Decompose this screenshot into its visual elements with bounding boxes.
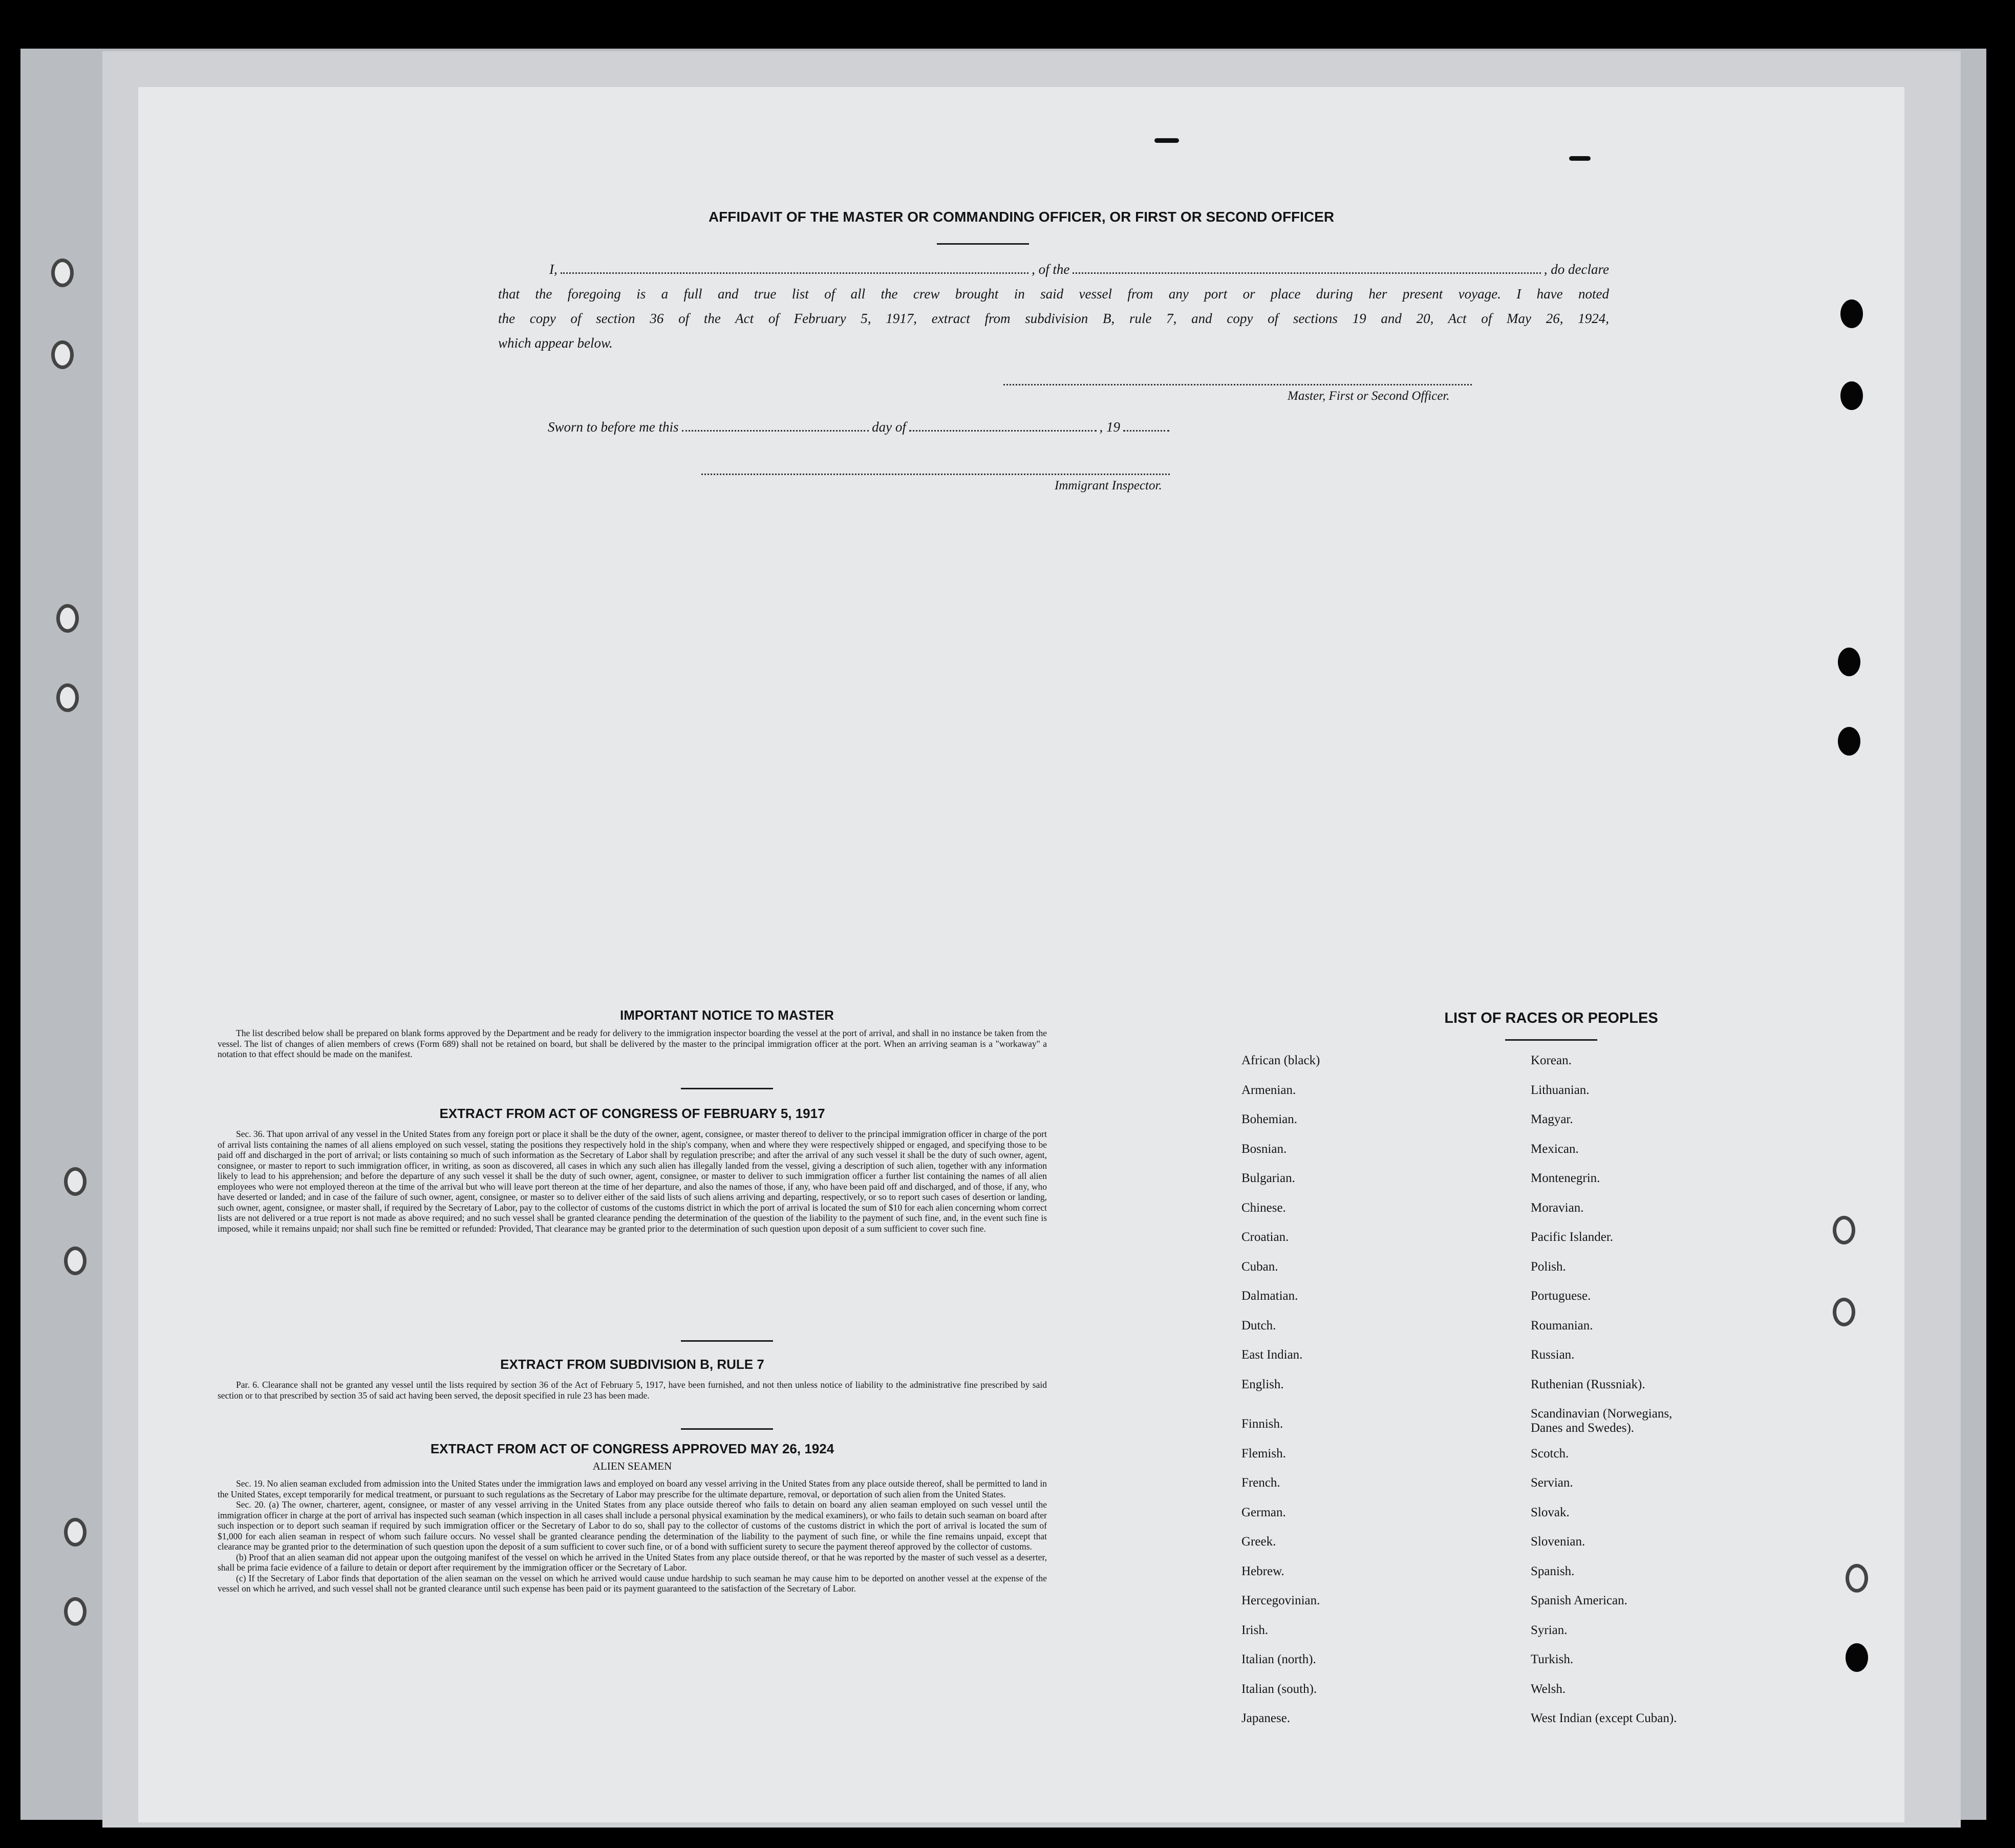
- extract-1917-text: Sec. 36. That upon arrival of any vessel in the United States from any foreign port or place it shall be the duty of the owner, agent, consignee, or master thereof to deliver to the principal immigration officer in charge of the port of arrival lists containing the names of all aliens employed on such vessel, stating the positions they respectively hold in the ship's company, when and where they were respectively shipped or engaged, and specifying those to be paid off and discharged in the port of arrival; or lists containing so much of such information as the Secretary of Labor shall by regulation prescribe; and after the arrival of any such vessel it shall be the duty of such owner, agent, consignee, or master to report to such immigration officer, in writing, as soon as discovered, all cases in which any such alien has illegally landed from the vessel, giving a description of such alien, together with any information likely to lead to his apprehension; and before the departure of any such vessel it shall be the duty of such owner, agent, consignee, or master to deliver to such immigration officer a further list containing the names of all alien employees who were not employed thereon at the time of the arrival but who will leave port thereon at the time of her departure, and also the names of those, if any, who have been paid off and discharged, and of those, if any, who have deserted or landed; and in case of the failure of such owner, agent, consignee, or master so to deliver either of the said lists of such aliens arriving and departing, respectively, or so to report such cases of desertion or landing, such owner, agent, consignee, or master shall, if required by the Secretary of Labor, pay to the collector of customs of the customs district in which the port of arrival is located the sum of $10 for each alien concerning whom correct lists are not delivered or a true report is not made as above required; and no such vessel shall be granted clearance pending the determination of the question of the liability to the payment of such fine, and, in the event such fine is imposed, while it remains unpaid; nor shall such fine be remitted or refunded: Provided, That clearance may be granted prior to the determination of such question upon deposit of a sum sufficient to cover such fine.: [218, 1129, 1047, 1234]
- sworn-line: [548, 415, 1172, 439]
- inspector-label: Immigrant Inspector.: [1055, 479, 1162, 492]
- notice-title: IMPORTANT NOTICE TO MASTER: [620, 1007, 834, 1023]
- notice-rule: [681, 1088, 773, 1089]
- subdivision-b-title: EXTRACT FROM SUBDIVISION B, RULE 7: [500, 1357, 764, 1372]
- race-item: Servian.: [1531, 1476, 1573, 1490]
- affidavit-line4: which appear below.: [498, 335, 613, 351]
- race-item: Montenegrin.: [1531, 1171, 1600, 1185]
- section-19-text: Sec. 19. No alien seaman excluded from admission into the United States under the immigration laws and employed on board any vessel arriving in the United States from any place outside thereof, shall be permitted to land in the United States, except temporarily for medical treatment, or pursuant to such regulations as the Secretary of Labor may prescribe for the ultimate departure, removal, or deportation of such alien from the United States.: [218, 1478, 1047, 1499]
- race-item: Italian (north).: [1241, 1652, 1316, 1666]
- sworn-day: day of: [872, 419, 906, 435]
- race-item: Spanish.: [1531, 1564, 1575, 1578]
- race-item: West Indian (except Cuban).: [1531, 1711, 1677, 1725]
- punch-hole: [51, 259, 74, 287]
- ink-mark: [1154, 138, 1179, 143]
- race-item: Dutch.: [1241, 1318, 1276, 1333]
- punch-hole: [1833, 1216, 1855, 1244]
- race-item: Flemish.: [1241, 1446, 1286, 1460]
- race-item: French.: [1241, 1476, 1280, 1490]
- punch-hole: [64, 1597, 87, 1626]
- punch-hole: [1833, 1298, 1855, 1326]
- race-item: Korean.: [1531, 1054, 1572, 1067]
- section-20c-text: (c) If the Secretary of Labor finds that deportation of the alien seaman on the vessel on which he arrived would cause undue hardship to such seaman he may cause him to be deported on another vessel at the expense of the vessel on which he arrived, and such vessel shall not be granted clearance until such expense has been paid or its payment guaranteed to the satisfaction of the Secretary of Labor.: [218, 1573, 1047, 1594]
- manifest-page: [138, 87, 1904, 1822]
- race-item: Moravian.: [1531, 1200, 1584, 1215]
- punch-hole: [56, 683, 79, 712]
- extract-1924-body: [218, 1478, 1047, 1594]
- race-item: Spanish American.: [1531, 1594, 1627, 1607]
- subdivision-b-text: Par. 6. Clearance shall not be granted any vessel until the lists required by section 36 of the Act of February 5, 1917, have been furnished, and not then unless notice of liability to the administrative fine prescribed by said section or to that prescribed by section 35 of said act having been served, the deposit specified in rule 23 has been made.: [218, 1380, 1047, 1401]
- punch-hole: [1840, 381, 1863, 410]
- races-title-rule: [1505, 1039, 1597, 1041]
- punch-hole: [64, 1247, 87, 1275]
- race-item: Portuguese.: [1531, 1289, 1591, 1303]
- punch-hole: [56, 604, 79, 633]
- race-item: Chinese.: [1241, 1200, 1286, 1215]
- race-item: Irish.: [1241, 1623, 1269, 1637]
- race-item: Japanese.: [1241, 1711, 1291, 1725]
- sworn-date-blank[interactable]: [682, 415, 869, 432]
- affidavit-title-rule: [937, 243, 1029, 245]
- race-item: Cuban.: [1241, 1259, 1278, 1274]
- affidavit-line3: the copy of section 36 of the Act of February 5, 1917, extract from subdivision B, rule 7, and copy of sections 19 and 20, Act of May 26, 1924,: [498, 311, 1609, 326]
- sworn-year: , 19: [1099, 419, 1120, 435]
- punch-hole: [1846, 1643, 1868, 1672]
- race-item: Ruthenian (Russniak).: [1531, 1377, 1645, 1391]
- name-blank[interactable]: [561, 257, 1028, 274]
- extract-1917-rule: [681, 1340, 773, 1342]
- section-20a-text: Sec. 20. (a) The owner, charterer, agent, consignee, or master of any vessel arriving in the United States from any place outside thereof who fails to detain on board any alien seaman employed on such vessel until the immigration officer in charge at the port of arrival has inspected such seaman (which inspection in all cases shall include a personal physical examination by the medical examiners), or who fails to detain such seaman on board after such inspection or to deport such seaman if required by such immigration officer or the Secretary of Labor to do so, shall pay to the collector of customs of the customs district in which the port of arrival is located the sum of $1,000 for each alien seaman in respect of whom such failure occurs. No vessel shall be granted clearance pending the determination of the liability to the payment of such fine, or while the fine remains unpaid, except that clearance may be granted prior to the determination of such question upon the deposit of a sum sufficient to cover such fine, or of a bond with sufficient surety to secure the payment thereof approved by the collector of customs.: [218, 1499, 1047, 1552]
- race-item: English.: [1241, 1377, 1284, 1391]
- race-item: Welsh.: [1531, 1682, 1566, 1696]
- sworn-start: Sworn to before me this: [548, 419, 679, 435]
- race-item: Magyar.: [1531, 1112, 1573, 1126]
- race-item: Russian.: [1531, 1348, 1575, 1362]
- punch-hole: [1846, 1564, 1868, 1593]
- race-item: Italian (south).: [1241, 1682, 1317, 1696]
- affidavit-title: AFFIDAVIT OF THE MASTER OR COMMANDING OFFICER, OR FIRST OR SECOND OFFICER: [708, 209, 1335, 225]
- punch-hole: [1840, 299, 1863, 328]
- affidavit-line2: that the foregoing is a full and true list of all the crew brought in said vessel from any port or place during her present voyage. I have noted: [498, 286, 1609, 302]
- notice-body: [218, 1028, 1047, 1060]
- extract-1924-subtitle: ALIEN SEAMEN: [592, 1460, 672, 1472]
- race-item: Hebrew.: [1241, 1564, 1284, 1578]
- punch-hole: [1838, 648, 1860, 676]
- race-item: Scotch.: [1531, 1446, 1569, 1460]
- race-item: African (black): [1241, 1054, 1320, 1067]
- race-item: Armenian.: [1241, 1083, 1296, 1097]
- race-item: Finnish.: [1241, 1417, 1283, 1431]
- race-item: Hercegovinian.: [1241, 1594, 1320, 1607]
- affidavit-body: [498, 257, 1609, 355]
- punch-hole: [64, 1167, 87, 1196]
- extract-1924-title: EXTRACT FROM ACT OF CONGRESS APPROVED MAY 26, 1924: [430, 1441, 834, 1456]
- punch-hole: [1838, 727, 1860, 756]
- sworn-year-blank[interactable]: [1123, 415, 1169, 432]
- master-signature-label: Master, First or Second Officer.: [1288, 389, 1450, 403]
- affidavit-line1-mid: , of the: [1032, 262, 1070, 277]
- affidavit-declaration-line: [498, 257, 1609, 282]
- affidavit-line1-end: , do declare: [1544, 262, 1609, 277]
- race-item: Polish.: [1531, 1259, 1566, 1274]
- race-item: Slovenian.: [1531, 1535, 1585, 1549]
- extract-1917-body: [218, 1129, 1047, 1234]
- punch-hole: [51, 340, 74, 369]
- race-item: Turkish.: [1531, 1652, 1574, 1666]
- notice-text: The list described below shall be prepared on blank forms approved by the Department and be ready for delivery to the immigration inspector boarding the vessel at the port of arrival, and shall in no instance be taken from the vessel. The list of changes of alien members of crews (Form 689) shall not be retained on board, but shall be delivered by the master to the principal immigration officer at the port. When an arriving seaman is a "workaway" a notation to that effect should be made on the manifest.: [218, 1028, 1047, 1059]
- vessel-blank[interactable]: [1073, 257, 1540, 274]
- race-item: German.: [1241, 1505, 1286, 1519]
- extract-1917-title: EXTRACT FROM ACT OF CONGRESS OF FEBRUARY 5, 1917: [439, 1106, 825, 1121]
- race-item: Pacific Islander.: [1531, 1230, 1614, 1244]
- race-item: Croatian.: [1241, 1230, 1289, 1244]
- race-item: Lithuanian.: [1531, 1083, 1590, 1097]
- master-signature-line[interactable]: [1003, 384, 1472, 385]
- subdivision-b-body: [218, 1380, 1047, 1401]
- race-item: Roumanian.: [1531, 1318, 1593, 1333]
- affidavit-line1-start: I,: [549, 262, 558, 277]
- sworn-month-blank[interactable]: [909, 415, 1097, 432]
- race-item: Bosnian.: [1241, 1142, 1287, 1156]
- race-item: Syrian.: [1531, 1623, 1568, 1637]
- subdivision-b-rule: [681, 1428, 773, 1430]
- race-item: East Indian.: [1241, 1348, 1303, 1362]
- race-item: Greek.: [1241, 1535, 1276, 1549]
- section-20b-text: (b) Proof that an alien seaman did not appear upon the outgoing manifest of the vessel on which he arrived in the United States from any place outside thereof, or that he was reported by the master of such vessel as a deserter, shall be prima facie evidence of a failure to detain or deport after requirement by the immigration officer or the Secretary of Labor.: [218, 1552, 1047, 1573]
- race-item: Scandinavian (Norwegians, Danes and Swedes).: [1531, 1407, 1673, 1435]
- punch-hole: [64, 1518, 87, 1546]
- inspector-signature-line[interactable]: [701, 474, 1170, 475]
- race-item: Dalmatian.: [1241, 1289, 1298, 1303]
- race-item: Slovak.: [1531, 1505, 1570, 1519]
- races-title: LIST OF RACES OR PEOPLES: [1444, 1010, 1658, 1026]
- race-item: Bulgarian.: [1241, 1171, 1295, 1185]
- ink-mark: [1569, 156, 1591, 161]
- race-item: Mexican.: [1531, 1142, 1579, 1156]
- race-item: Bohemian.: [1241, 1112, 1298, 1126]
